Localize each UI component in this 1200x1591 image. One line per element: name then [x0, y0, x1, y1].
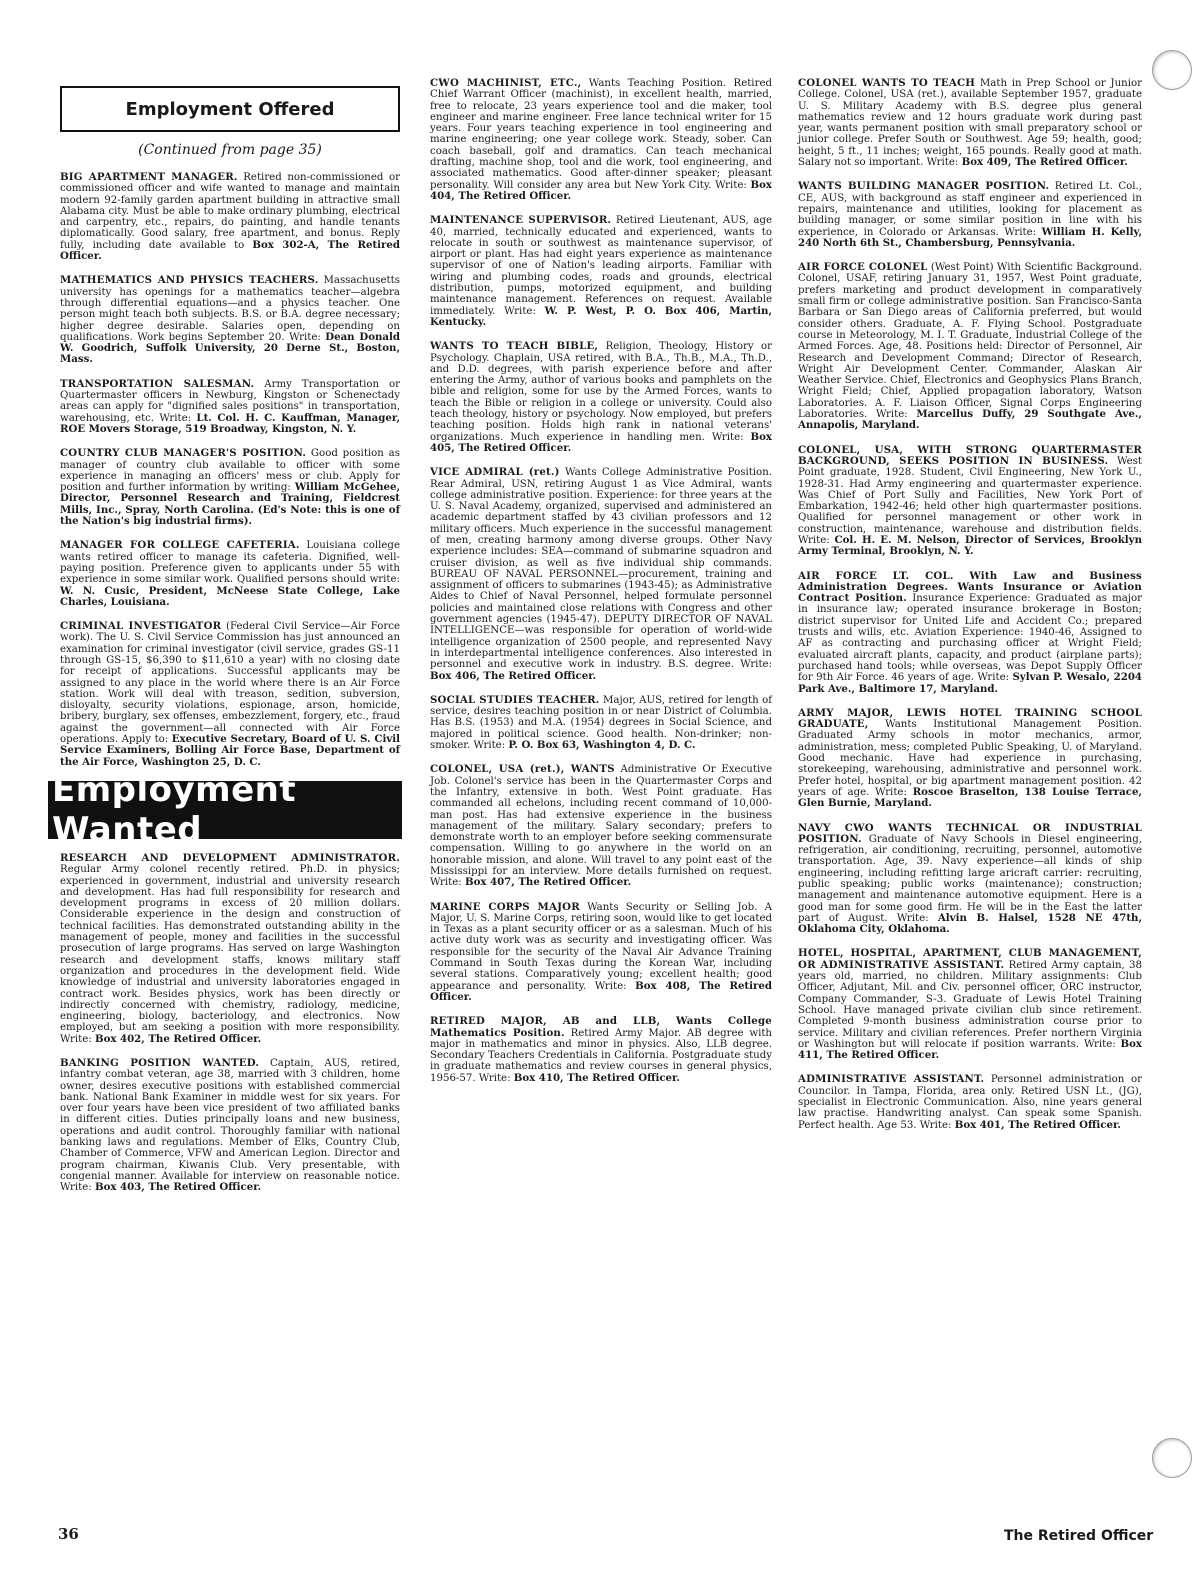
classified-ad — [798, 948, 1142, 1061]
ad-contact: Marcellus Duffy, 29 Southgate Ave., Annapolis, Maryland. — [798, 408, 1142, 432]
ad-body: Retired non-commissioned or commissioned officer and wife wanted to manage and maintain modern 92-family garden apartment building in attractive small Alabama city. Must be able to make ordinary plumbing, electrical and carpentry, etc., repairs, do painting, and handle tenants diplomatically. Good salary, free apartment, and bonus. Reply fully, including date available to — [60, 172, 400, 251]
ad-heading: BANKING POSITION WANTED. — [60, 1057, 260, 1069]
ad-body: (West Point) With Scientific Background. Colonel, USAF, retiring January 31, 1957, West Point graduate, prefers marketing and product development in comparatively small firm or college administrative position. San Francisco-Santa Barbara or San Diego areas of California preferred, but would consider others. Graduate, A. F. Flying School. Postgraduate course in Meteorology, M. I. T. Graduate, Industrial College of the Armed Forces. Age, 48. Positions held: Director of Personnel, Air Research and Development Command; Director of Research, Wright Air Development Center. Commander, Alaskan Air Weather Service. Chief, Electronics and Geophysics Plans Branch, Wright Field; Chief, Applied propagation laboratory, Watson Laboratories. A. F. Liaison Officer, Signal Corps Engineering Laboratories. Write: — [798, 262, 1142, 421]
classified-ad — [798, 78, 1142, 168]
ad-body: Personnel administration or Councilor. In Tampa, Florida, area only. Retired USN Lt., (JG), specialist in Electronic Communication. Also, nine years general law practise. Handwriting analyst. Can speak some Spanish. Perfect health. Age 53. Write: — [798, 1074, 1142, 1131]
classified-ad — [60, 275, 400, 365]
ad-body: Religion, Theology, History or Psychology. Chaplain, USA retired, with B.A., Th.B., M.A., Th.D., and D.D. degrees, with parish experience before and after entering the Army, author of various books and pamphlets on the bible and religion, some for use by the Armed Forces, wants to teach the Bible or religion in a college or university. Could also teach theology, history or psychology. Now employed, but prefers teaching position. Holds high rank in national veterans' organizations. Much experience in handling men. Write: — [430, 341, 772, 443]
ad-contact: Box 411, The Retired Officer. — [798, 1037, 1142, 1062]
ad-heading: AIR FORCE COLONEL — [798, 261, 928, 274]
ad-contact: Box 410, The Retired Officer. — [513, 1071, 680, 1084]
ad-body: Wants Teaching Position. Retired Chief Warrant Officer (machinist), in excellent health, married, free to relocate, 23 years experience tool and die maker, tool engineer and marine engineer. Free lance technical writer for 15 years. Four years teaching experience in tool engineering and marine engineering; one year college work. Steady, sober. Can coach baseball, golf and dramatics. Can teach mechanical drafting, machine shop, tool and die work, tool engineering, and associated mathematics. Good after-dinner speaker; pleasant personality. Will consider any area but New York City. Write: — [430, 78, 772, 191]
ad-heading: COLONEL WANTS TO TEACH — [798, 77, 976, 89]
ad-heading: MATHEMATICS AND PHYSICS TEACHERS. — [60, 274, 319, 287]
ad-contact: W. P. West, P. O. Box 406, Martin, Kentucky. — [430, 304, 772, 328]
ad-contact: Sylvan P. Wesalo, 2204 Park Ave., Baltimore 17, Maryland. — [798, 671, 1142, 695]
ad-contact: Box 404, The Retired Officer. — [430, 178, 772, 202]
ad-heading: ADMINISTRATIVE ASSISTANT. — [798, 1073, 985, 1086]
ad-heading: ARMY MAJOR, LEWIS HOTEL TRAINING SCHOOL GRADUATE, — [798, 706, 1142, 731]
classified-ad — [60, 621, 400, 768]
ad-contact: W. N. Cusic, President, McNeese State College, Lake Charles, Louisiana. — [60, 584, 400, 608]
classified-ad — [60, 379, 400, 435]
ad-contact: William McGehee, Director, Personnel Research and Training, Fieldcrest Mills, Inc., Spray, North Carolina. (Ed's Note: this is one of the Nation's big industrial firms). — [60, 481, 400, 528]
classified-ad — [798, 823, 1142, 936]
ad-heading: AIR FORCE LT. COL. With Law and Business Administration Degrees. Wants Insurance or Aviation Contract Position. — [798, 569, 1142, 605]
ad-heading: MANAGER FOR COLLEGE CAFETERIA. — [60, 539, 300, 552]
ad-body: Major, AUS, retired for length of service, desires teaching position in or near District of Columbia. Has B.S. (1953) and M.A. (1954) degrees in Social Science, and majored in political science. Good health. Non-drinker; non-smoker. Write: — [430, 694, 772, 752]
ad-contact: Alvin B. Halsel, 1528 NE 47th, Oklahoma City, Oklahoma. — [798, 911, 1143, 936]
ad-heading: CRIMINAL INVESTIGATOR — [60, 620, 222, 633]
ad-heading: RETIRED MAJOR, AB and LLB, Wants College Mathematics Position. — [430, 1015, 772, 1039]
ad-contact: Col. H. E. M. Nelson, Director of Services, Brooklyn Army Terminal, Brooklyn, N. Y. — [798, 533, 1142, 558]
ad-heading: SOCIAL STUDIES TEACHER. — [430, 693, 600, 706]
ad-contact: Roscoe Braselton, 138 Louise Terrace, Glen Burnie, Maryland. — [798, 785, 1142, 810]
publication-footer: The Retired Officer — [1004, 1528, 1154, 1544]
ad-contact: P. O. Box 63, Washington 4, D. C. — [508, 739, 696, 752]
column-3 — [798, 78, 1142, 1144]
ad-body: Good position as manager of country club available to officer with some experience in managing an officers' mess or club. Apply for position and further information by writing: — [60, 448, 400, 494]
classified-ad — [798, 571, 1142, 695]
ad-heading: BIG APARTMENT MANAGER. — [60, 171, 238, 183]
wanted-list — [60, 853, 400, 1194]
classified-ad — [430, 764, 772, 888]
ad-body: Louisiana college wants retired officer to manage its cafeteria. Dignified, well-paying position. Preference given to applicants under 55 with experience in some similar work. Qualified persons should write: — [60, 540, 400, 586]
ad-body: Wants Institutional Management Position. Graduated Army schools in motor mechanics, armor, administration, mess; completed Public Speaking, U. of Maryland. Good mechanic. Have had experience in purchasing, storekeeping, warehousing, administrative and personnel work. Prefer hotel, hospital, or big apartment management position. 42 years of age. Write: — [798, 719, 1142, 798]
ad-contact: Box 408, The Retired Officer. — [430, 979, 772, 1003]
ad-contact: Box 302-A, The Retired Officer. — [60, 238, 400, 263]
column-1 — [52, 78, 400, 1207]
ad-body: Wants Security or Selling Job. A Major, U. S. Marine Corps, retiring soon, would like to get located in Texas as a plant security officer or as a salesman. Much of his active duty work was as security and investigating officer. Was responsible for the security of the Naval Air Advance Training Command in South Texas during the Korean War, including several stations. Comparatively young; excellent health; good appearance and personality. Write: — [430, 901, 772, 992]
classified-ad — [798, 1074, 1142, 1130]
ad-body: Retired Lt. Col., CE, AUS, with background as staff engineer and experienced in repairs, maintenance and utilities, looking for placement as building manager, or some similar position in line with his experience, in Colorado or Arkansas. Write: — [798, 181, 1142, 238]
ad-body: Graduate of Navy Schools in Diesel engineering, refrigeration, air conditioning, recruiting, personnel, automotive transportation. Age, 39. Navy experience—all kinds of ship engineering, including refitting large aricraft carrier: recruiting, public speaking; public works (maintenance); construction; management and maintenance automotive equipment. Here is a good man for some good firm. He will be in the East the latter part of August. Write: — [798, 833, 1142, 924]
ad-body: Army Transportation or Quartermaster officers in Newburg, Kingston or Schenectady areas can apply for "dignified sales positions" in transportation, warehousing, etc. Write: — [60, 378, 400, 424]
classified-ad — [430, 341, 772, 454]
ad-body: Math in Prep School or Junior College. Colonel, USA (ret.), available September 1957, graduate U. S. Military Academy with B.S. degree plus general mathematics review and 12 hours graduate work during past year, wants permanent position with small preparatory school or junior college. Prefer South or Southwest. Age 59; health, good; height, 5 ft., 11 inches; weight, 165 pounds. Really good at math. Salary not so important. Write: — [798, 78, 1142, 169]
ad-contact: Lt. Col. H. C. Kauffman, Manager, ROE Movers Storage, 519 Broadway, Kingston, N. Y. — [60, 411, 400, 435]
ad-body: (Federal Civil Service—Air Force work). The U. S. Civil Service Commission has just announced an examination for criminal investigator (civil service, grades GS-11 through GS-15, $6,390 to $11,610 a year) with no closing date for receipt of applications. Successful applicants may be assigned to any place in the world where there is an Air Force station. Work will deal with treason, sedition, subversion, disloyalty, security violations, espionage, arson, homicide, bribery, burglary, sex offenses, embezzlement, forgery, etc., fraud against the government—all connected with Air Force operations. Apply to: — [60, 621, 400, 746]
ad-heading: WANTS TO TEACH BIBLE, — [430, 340, 599, 353]
wanted-list-3 — [798, 78, 1142, 1131]
ad-contact: Box 401, The Retired Officer. — [954, 1118, 1121, 1131]
classified-ad — [798, 262, 1142, 431]
classified-ad — [430, 695, 772, 751]
classified-ad — [798, 708, 1142, 810]
classified-ad — [798, 181, 1142, 249]
classified-ad — [430, 215, 772, 328]
classified-ad — [430, 78, 772, 202]
classified-ad — [60, 1058, 400, 1194]
ad-heading: CWO MACHINIST, ETC., — [430, 77, 582, 89]
ad-contact: Box 407, The Retired Officer. — [464, 876, 632, 889]
ad-heading: RESEARCH AND DEVELOPMENT ADMINISTRATOR. — [60, 851, 400, 864]
page-number: 36 — [58, 1525, 79, 1543]
classified-ad — [430, 902, 772, 1004]
ad-heading: VICE ADMIRAL (ret.) — [430, 466, 560, 479]
ad-heading: COLONEL, USA (ret.), WANTS — [430, 763, 615, 776]
classified-ad — [60, 853, 400, 1045]
ad-heading: MARINE CORPS MAJOR — [430, 900, 580, 913]
ad-contact: Box 402, The Retired Officer. — [94, 1032, 262, 1045]
punch-hole-top — [1152, 50, 1192, 90]
ad-contact: Box 409, The Retired Officer. — [961, 156, 1128, 169]
ad-heading: HOTEL, HOSPITAL, APARTMENT, CLUB MANAGEMENT, OR ADMINISTRATIVE ASSISTANT. — [798, 947, 1142, 971]
ad-contact: Executive Secretary, Board of U. S. Civil Service Examiners, Bolling Air Force Base, Department of the Air Force, Washington 25, D. C. — [60, 733, 400, 768]
offered-list — [60, 172, 400, 768]
ad-heading: MAINTENANCE SUPERVISOR. — [430, 214, 612, 227]
employment-offered-header: Employment Offered — [60, 86, 400, 132]
ad-heading: TRANSPORTATION SALESMAN. — [60, 377, 255, 390]
ad-contact: William H. Kelly, 240 North 6th St., Chambersburg, Pennsylvania. — [798, 225, 1142, 249]
ad-body: Retired Army captain, 38 years old, married, no children. Military assignments: Club Officer, Adjutant, Mil. and Civ. personnel officer, ORC instructor, Company Commander, S-3. Graduate of Lewis Hotel Training School. Have managed private civilian club since retirement. Completed 9-month business administration course prior to service. Military and civilian references. Prefer northern Virginia or Washington but will relocate if position warrants. Write: — [798, 959, 1142, 1050]
ad-contact: Dean Donald W. Goodrich, Suffolk University, 20 Derne St., Boston, Mass. — [60, 330, 400, 366]
ad-heading: COUNTRY CLUB MANAGER'S POSITION. — [60, 447, 307, 460]
ad-body: West Point graduate, 1928. Student, Civil Engineering, New York U., 1928-31. Had Army engineering and quartermaster experience. Was Chief of Port Sully and Facilities, New York Port of Embarkation, 1942-46; held other high quartermaster positions. Qualified for personnel management or other work in construction, maintenance, warehouse and distribution fields. Write: — [798, 455, 1142, 546]
continued-note: (Continued from page 35) — [138, 142, 322, 158]
classified-ad — [60, 172, 400, 262]
ad-body: Massachusetts university has openings for a mathematics teacher—algebra through differential equations—and a physics teacher. One person might teach both subjects. B.S. or B.A. degree necessary; higher degree desirable. Salaries open, depending on qualifications. Work begins September 20. Write: — [60, 275, 400, 343]
ad-contact: Box 403, The Retired Officer. — [94, 1181, 262, 1194]
ad-contact: Box 405, The Retired Officer. — [430, 430, 772, 454]
ad-body: Regular Army colonel recently retired. Ph.D. in physics; experienced in government, industrial and university research and development. Has had full responsibility for research and development programs in excess of 20 million dollars. Considerable experience in the design and construction of technical facilities. Has demonstrated outstanding ability in the management of people, money and facilities in the successful prosecution of large programs. Has served on large Washington research and development staffs, knows military staff organization and procedures in the development field. Wide knowledge of industrial and university laboratories engaged in contract work. Besides physics, work has been directly or indirectly concerned with chemistry, radiology, medicine, engineering, biology, bacteriology, and electronics. Now employed, but am seeking a position with more responsibility. Write: — [60, 864, 400, 1045]
ad-body: Captain, AUS, retired, infantry combat veteran, age 38, married with 3 children, home owner, desires executive positions with established commercial bank. National Bank Examiner in middle west for six years. For over four years have been vice president of two affiliated banks in different cities. Duties principally loans and new business, operations and audit control. Thoroughly familiar with national banking laws and regulations. Member of Elks, Country Club, Chamber of Commerce, VFW and American Legion. Director and program chairman, Kiwanis Club. Very presentable, with congenial manner. Available for interview on reasonable notice. Write: — [60, 1058, 400, 1194]
punch-hole-bottom — [1152, 1438, 1192, 1478]
ad-body: Administrative Or Executive Job. Colonel's service has been in the Quartermaster Corps and the Infantry, extensive in both. West Point graduate. Has commanded all echelons, including recent command of 10,000-man post. Has had extensive experience in the business management of the military. Salary secondary; prefers to demonstrate worth to an employer before seeking commensurate compensation. Willing to go anywhere in the world on an honorable mission, and alone. Will travel to any point east of the Mississippi for an interview. More details furnished on request. Write: — [430, 764, 772, 889]
ad-heading: NAVY CWO WANTS TECHNICAL OR INDUSTRIAL POSITION. — [798, 821, 1142, 845]
wanted-list-2 — [430, 78, 772, 1084]
classified-ad — [430, 467, 772, 682]
ad-contact: Box 406, The Retired Officer. — [430, 669, 597, 682]
ad-body: Retired Army Major. AB degree with major in mathematics and minor in physics. Also, LLB degree. Secondary Teachers Credentials in California. Postgraduate study in graduate mathematics and review courses in general physics, 1956-57. Write: — [430, 1027, 772, 1084]
ad-body: Wants College Administrative Position. Rear Admiral, USN, retiring August 1 as Vice Admiral, wants college administrative position. Experience: for three years at the U. S. Naval Academy, organized, supervised and administered an academic department staffed by 43 civilian professors and 12 military officers. Much experience in the successful management of men, creating harmony among diverse groups. Other Navy experience includes: SEA—command of submarine squadron and cruiser division, as well as five individual ship commands. BUREAU OF NAVAL PERSONNEL—procurement, training and assignment of officers to submarines (1943-45); as Administrative Aides to Chief of Naval Personnel, helped formulate personnel policies and maintained close relations with Congress and other government agencies (1945-47). DEPUTY DIRECTOR OF NAVAL INTELLIGENCE—was responsible for operation of world-wide intelligence organization of 2500 people, and represented Navy in interdepartmental intelligence conferences. Also interested in personnel and executive work in industry. B.S. degree. Write: — [430, 467, 772, 671]
employment-wanted-header: Employment Wanted — [48, 781, 402, 839]
ad-heading: COLONEL, USA, WITH STRONG QUARTERMASTER BACKGROUND, SEEKS POSITION IN BUSINESS. — [798, 443, 1142, 467]
ad-heading: WANTS BUILDING MANAGER POSITION. — [798, 180, 1050, 193]
classified-ad — [60, 540, 400, 608]
classified-ad — [798, 445, 1142, 558]
classified-ad — [60, 448, 400, 527]
ad-body: Insurance Experience: Graduated as major in insurance law; operated insurance brokerage in Boston; district supervisor for United Life and Accident Co.; prepared trusts and wills, etc. Aviation Experience: 1940-46, Assigned to AF as contracting and purchasing officer at Wright Field; evaluated aircraft plants, capacity, and product (airplane parts); purchased hand tools; while overseas, was Depot Supply Officer for 9th Air Force. 46 years of age. Write: — [798, 593, 1143, 684]
classified-ad — [430, 1016, 772, 1084]
column-2 — [430, 78, 772, 1097]
ad-body: Retired Lieutenant, AUS, age 40, married, technically educated and experienced, wants to relocate in south or southwest as maintenance supervisor, of airport or plant. Has had eight years experience as maintenance supervisor of one of Nation's leading airports. Familiar with wiring and plumbing codes, roads and grounds, electrical distribution, pumps, motorized equipment, and building maintenance management. References on request. Available immediately. Write: — [430, 215, 772, 317]
